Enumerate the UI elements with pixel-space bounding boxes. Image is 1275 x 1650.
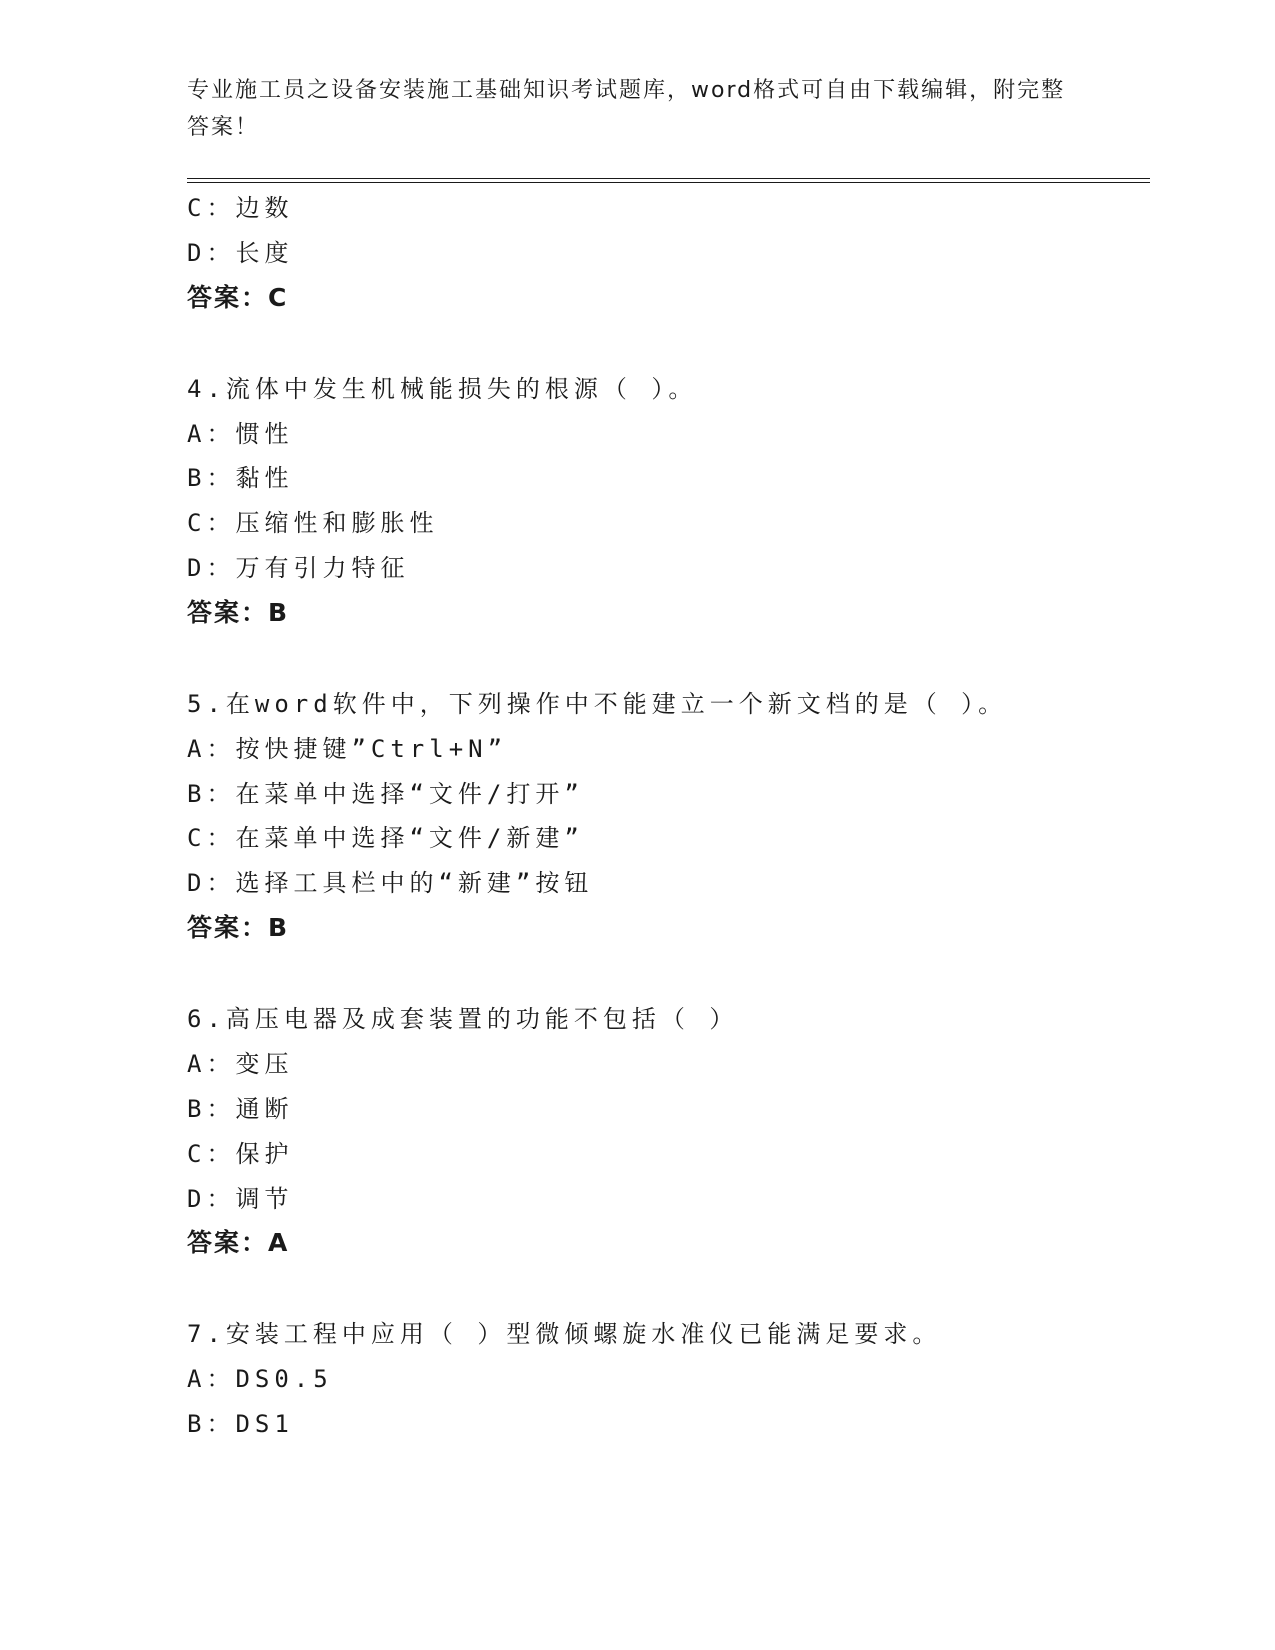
q6-question: 6.高压电器及成套装置的功能不包括（ ） <box>187 1005 739 1033</box>
q4-option-b: B：黏性 <box>187 464 294 492</box>
document-header: 专业施工员之设备安装施工基础知识考试题库，word格式可自由下载编辑，附完整答案！ <box>187 78 1066 140</box>
q6-option-d: D：调节 <box>187 1185 294 1213</box>
q3-option-c: C：边数 <box>187 194 294 222</box>
q6-option-a: A：变压 <box>187 1050 294 1078</box>
header-divider-bottom <box>187 182 1150 183</box>
q5-option-c: C：在菜单中选择“文件/新建” <box>187 824 584 852</box>
q5-option-a: A：按快捷键”Ctrl+N” <box>187 735 508 763</box>
q5-option-d: D：选择工具栏中的“新建”按钮 <box>187 869 594 897</box>
q7-option-a: A：DS0.5 <box>187 1365 333 1393</box>
q3-option-d: D：长度 <box>187 239 294 267</box>
q4-option-a: A：惯性 <box>187 420 294 448</box>
q5-option-b: B：在菜单中选择“文件/打开” <box>187 780 584 808</box>
q3-answer: 答案：C <box>187 283 289 312</box>
header-divider-top <box>187 178 1150 179</box>
q5-answer: 答案：B <box>187 913 290 942</box>
q4-option-c: C：压缩性和膨胀性 <box>187 509 439 537</box>
q4-option-d: D：万有引力特征 <box>187 554 410 582</box>
q5-question: 5.在word软件中，下列操作中不能建立一个新文档的是（ ）。 <box>187 690 1008 718</box>
q7-question: 7.安装工程中应用（ ）型微倾螺旋水准仪已能满足要求。 <box>187 1320 942 1348</box>
q6-option-c: C：保护 <box>187 1140 294 1168</box>
q6-option-b: B：通断 <box>187 1095 294 1123</box>
q4-answer: 答案：B <box>187 598 290 627</box>
q7-option-b: B：DS1 <box>187 1410 294 1438</box>
q6-answer: 答案：A <box>187 1228 290 1257</box>
q4-question: 4.流体中发生机械能损失的根源（ ）。 <box>187 375 698 403</box>
